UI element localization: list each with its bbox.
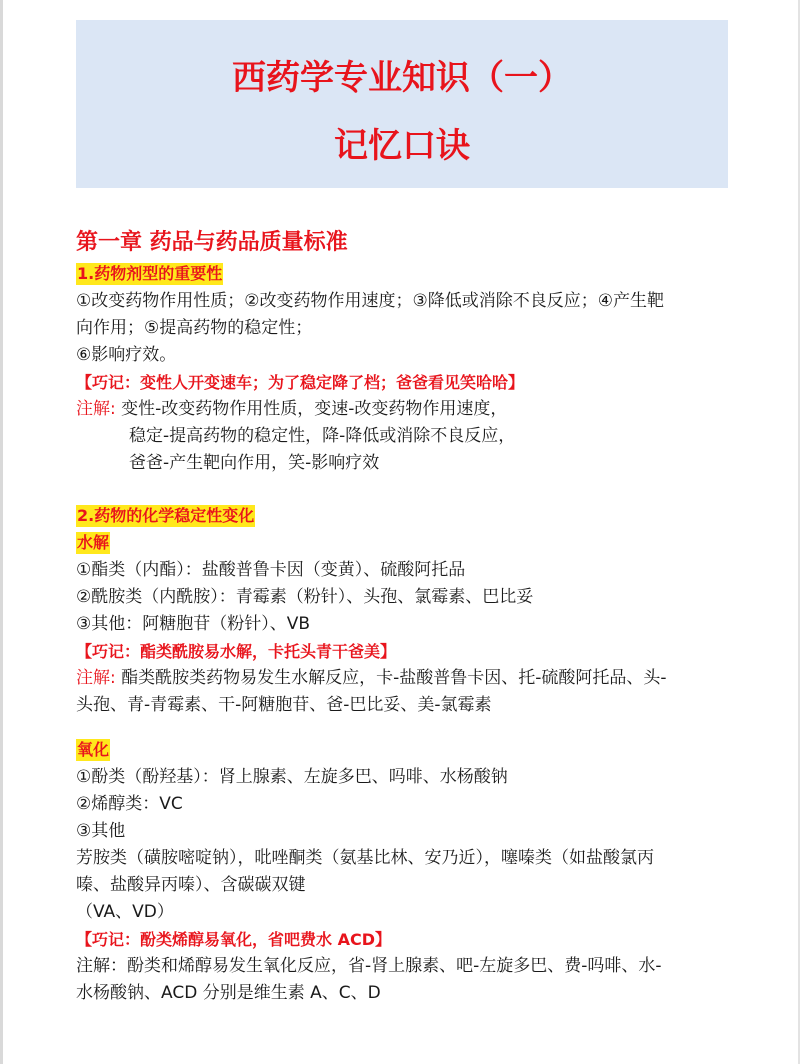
body-text: ②烯醇类：VC [76,794,183,814]
note-text: 水杨酸钠、ACD 分别是维生素 A、C、D [76,983,381,1003]
body-text: 嗪、盐酸异丙嗪）、含碳碳双键 [76,875,306,895]
title-banner [76,20,728,188]
note-text: 稳定-提高药物的稳定性，降-降低或消除不良反应， [129,426,516,446]
page-title: 西药学专业知识（一） [232,58,572,98]
body-text: 芳胺类（磺胺嘧啶钠），吡唑酮类（氨基比林、安乃近），噻嗪类（如盐酸氯丙 [76,848,654,868]
mnemonic-tip: 【巧记：变性人开变速车；为了稳定降了档；爸爸看见笑哈哈】 [76,373,525,392]
body-text: ⑥影响疗效。 [76,345,177,365]
body-text: ①改变药物作用性质；②改变药物作用速度；③降低或消除不良反应；④产生靶 [76,291,664,311]
chapter-title: 第一章 药品与药品质量标准 [76,230,348,255]
note-text: 头孢、青-青霉素、干-阿糖胞苷、爸-巴比妥、美-氯霉素 [76,695,492,715]
subsection-heading: 氧化 [77,740,110,759]
body-text: （VA、VD） [76,902,174,922]
body-text: ③其他 [76,821,126,841]
note-text: 变性-改变药物作用性质，变速-改变药物作用速度， [115,399,508,419]
section-heading: 2.药物的化学稳定性变化 [77,506,255,525]
note-line [76,665,744,692]
note-label: 注解: [76,668,116,688]
body-text: 向作用；⑤提高药物的稳定性； [76,318,313,338]
page-edge [0,0,3,1064]
note-text: 酯类酰胺类药物易发生水解反应，卡-盐酸普鲁卡因、托-硫酸阿托品、头- [115,668,667,688]
note-text: 爸爸-产生靶向作用，笑-影响疗效 [129,453,380,473]
body-text: ②酰胺类（内酰胺）：青霉素（粉针）、头孢、氯霉素、巴比妥 [76,587,534,607]
body-text: ③其他：阿糖胞苷（粉针）、VB [76,614,311,634]
mnemonic-tip: 【巧记：酚类烯醇易氧化，省吧费水 ACD】 [76,930,391,949]
body-text: ①酯类（内酯）：盐酸普鲁卡因（变黄）、硫酸阿托品 [76,560,466,580]
note-label: 注解: [76,399,116,419]
subsection-heading: 水解 [77,533,110,552]
body-text: ①酚类（酚羟基）：肾上腺素、左旋多巴、吗啡、水杨酸钠 [76,767,508,787]
document-body [76,225,744,1007]
section-heading: 1.药物剂型的重要性 [77,264,223,283]
note-line [76,396,744,423]
mnemonic-tip: 【巧记：酯类酰胺易水解，卡托头青干爸美】 [76,642,397,661]
page-subtitle: 记忆口诀 [334,126,470,166]
note-text: 注解：酚类和烯醇易发生氧化反应，省-肾上腺素、吧-左旋多巴、费-吗啡、水- [76,956,662,976]
